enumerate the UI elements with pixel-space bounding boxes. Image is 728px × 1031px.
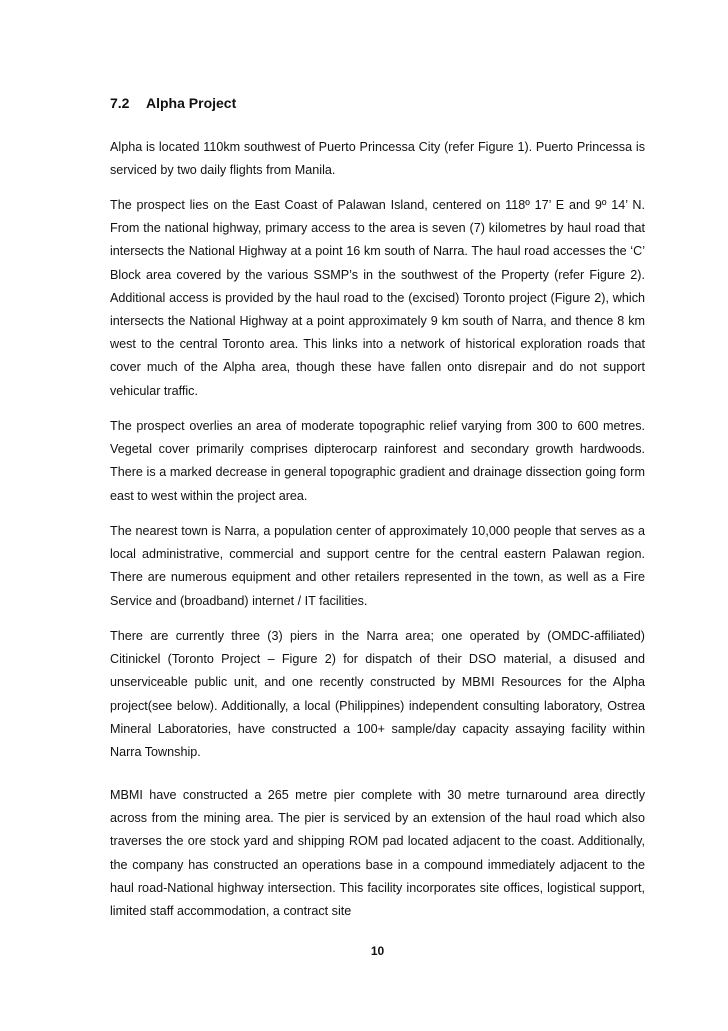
paragraph-narra-town: The nearest town is Narra, a population center of approximately 10,000 people that serves as a local administrative, commercial and support centre for the central eastern Palawan region. There are numerous equipment and other retailers represented in the town, as well as a Fire Service and (broadband) internet / IT facilities. — [110, 524, 645, 608]
paragraph-access: The prospect lies on the East Coast of Palawan Island, centered on 118º 17’ E and 9º 14’ N. From the national highway, primary access to the area is seven (7) kilometres by haul road that intersects the National Highway at a point 16 km south of Narra. The haul road accesses the ‘C’ Block area covered by the various SSMP’s in the southwest of the Property (refer Figure 2). Additional access is provided by the haul road to the (excised) Toronto project (Figure 2), which intersects the National Highway at a point approximately 9 km south of Narra, and thence 8 km west to the central Toronto area. This links into a network of historical exploration roads that cover much of the Alpha area, though these have fallen onto disrepair and do not support vehicular traffic. — [110, 198, 645, 398]
page-number: 10 — [370, 944, 385, 958]
section-heading — [110, 95, 236, 111]
section-number: 7.2 — [110, 95, 130, 111]
section-title: Alpha Project — [146, 95, 237, 111]
paragraph-mbmi-pier: MBMI have constructed a 265 metre pier complete with 30 metre turnaround area directly across from the mining area. The pier is serviced by an extension of the haul road which also traverses the ore stock yard and shipping ROM pad located adjacent to the coast. Additionally, the company has constructed an operations base in a compound immediately adjacent to the haul road-National highway intersection. This facility incorporates site offices, logistical support, limited staff accommodation, a contract site — [110, 788, 645, 919]
paragraph-location: Alpha is located 110km southwest of Puerto Princessa City (refer Figure 1). Puerto Princessa is serviced by two daily flights from Manila. — [110, 140, 645, 178]
paragraph-topography: The prospect overlies an area of moderate topographic relief varying from 300 to 600 metres. Vegetal cover primarily comprises dipterocarp rainforest and secondary growth hardwoods. There is a marked decrease in general topographic gradient and drainage dissection going form east to west within the project area. — [110, 419, 645, 503]
paragraph-piers: There are currently three (3) piers in the Narra area; one operated by (OMDC-affiliated) Citinickel (Toronto Project – Figure 2) for dispatch of their DSO material, a disused and unserviceable public unit, and one recently constructed by MBMI Resources for the Alpha project(see below). Additionally, a local (Philippines) independent consulting laboratory, Ostrea Mineral Laboratories, have constructed a 100+ sample/day capacity assaying facility within Narra Township. — [110, 629, 645, 760]
